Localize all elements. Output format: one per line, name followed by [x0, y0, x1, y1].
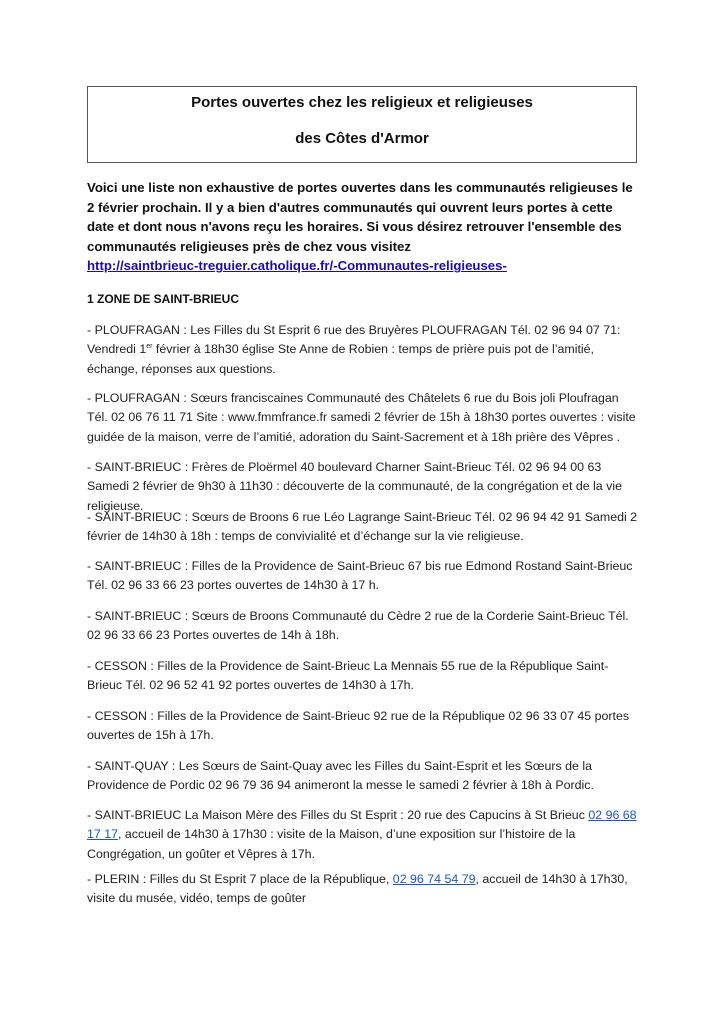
entry-text: février à 18h30 église Ste Anne de Robien : temps de prière puis pot de l’amitié, échange, réponses aux questions. — [87, 342, 594, 376]
zone-heading: 1 ZONE DE SAINT-BRIEUC — [87, 292, 240, 306]
entry-text: , accueil de 14h30 à 17h30, visite du musée, vidéo, temps de goûter — [87, 872, 628, 906]
entry-plerin — [87, 870, 642, 909]
entry-saint-brieuc-filles-providence: - SAINT-BRIEUC : Filles de la Providence de Saint-Brieuc 67 bis rue Edmond Rostand Saint-Brieuc Tél. 02 96 33 66 23 portes ouvertes de 14h30 à 17 h. — [87, 559, 633, 593]
entry-saint-brieuc-maison-mere — [87, 806, 642, 864]
title-line-2: des Côtes d'Armor — [295, 130, 429, 147]
title-line-1: Portes ouvertes chez les religieux et religieuses — [191, 94, 533, 111]
entry-text: - SAINT-BRIEUC La Maison Mère des Filles du St Esprit : 20 rue des Capucins à St Brieuc — [87, 808, 589, 822]
title-box — [87, 86, 637, 163]
entry-text: - PLOUFRAGAN : Les Filles du St Esprit 6 rue des Bruyères PLOUFRAGAN Tél. 02 96 94 07 71: Vendredi 1 — [87, 323, 621, 357]
phone-link[interactable]: 02 96 68 17 17 — [87, 808, 637, 842]
phone-link[interactable]: 02 96 74 54 79 — [392, 872, 476, 886]
intro-paragraph — [87, 178, 639, 276]
entry-saint-brieuc-soeurs-broons: - SAINT-BRIEUC : Sœurs de Broons 6 rue Léo Lagrange Saint-Brieuc Tél. 02 96 94 42 91 Samedi 2 février de 14h30 à 18h : temps de convivialité et d’échange sur la vie religieuse. — [87, 510, 638, 544]
entry-ploufragan-soeurs-franciscaines: - PLOUFRAGAN : Sœurs franciscaines Communauté des Châtelets 6 rue du Bois joli Ploufragan Tél. 02 06 76 11 71 Site : www.fmmfrance.fr samedi 2 février de 15h à 18h30 portes ouvertes : visite guidée de la maison, verre de l’amitié, adoration du Saint-Sacrement et à 18h prière des Vêpres . — [87, 391, 636, 444]
entry-ploufragan-filles-st-esprit — [87, 321, 642, 379]
entry-saint-brieuc-communaute-cedre: - SAINT-BRIEUC : Sœurs de Broons Communauté du Cèdre 2 rue de la Corderie Saint-Brieuc Tél. 02 96 33 66 23 Portes ouvertes de 14h à 18h. — [87, 609, 629, 643]
entry-text: , accueil de 14h30 à 17h30 : visite de la Maison, d’une exposition sur l’histoire de la Congrégation, un goûter et Vêpres à 17h. — [87, 827, 576, 861]
ordinal-suffix: er — [146, 343, 153, 351]
entry-text: - PLERIN : Filles du St Esprit 7 place de la République, — [87, 872, 393, 886]
entry-cesson-la-mennais: - CESSON : Filles de la Providence de Saint-Brieuc La Mennais 55 rue de la République Saint-Brieuc Tél. 02 96 52 41 92 portes ouvertes de 14h30 à 17h. — [87, 659, 609, 693]
entry-saint-quay: - SAINT-QUAY : Les Sœurs de Saint-Quay avec les Filles du Saint-Esprit et les Sœurs de la Providence de Pordic 02 96 79 36 94 animeront la messe le samedi 2 février à 18h à Pordic. — [87, 759, 594, 793]
entry-cesson-republique: - CESSON : Filles de la Providence de Saint-Brieuc 92 rue de la République 02 96 33 07 45 portes ouvertes de 15h à 17h. — [87, 709, 630, 743]
communities-link[interactable]: http://saintbrieuc-treguier.catholique.fr/-Communautes-religieuses- — [87, 258, 507, 274]
entry-saint-brieuc-freres-ploermel: - SAINT-BRIEUC : Frères de Ploërmel 40 boulevard Charner Saint-Brieuc Tél. 02 96 94 00 63 Samedi 2 février de 9h30 à 11h30 : découverte de la communauté, de la congrégation et de la vie religieuse. — [87, 460, 622, 513]
intro-text: Voici une liste non exhaustive de portes ouvertes dans les communautés religieuses le 2 février prochain. Il y a bien d'autres communautés qui ouvrent leurs portes à cette date et dont nous n'avons reçu les horaires. Si vous désirez retrouver l'ensemble des communautés religieuses près de chez vous visitez — [87, 180, 633, 254]
